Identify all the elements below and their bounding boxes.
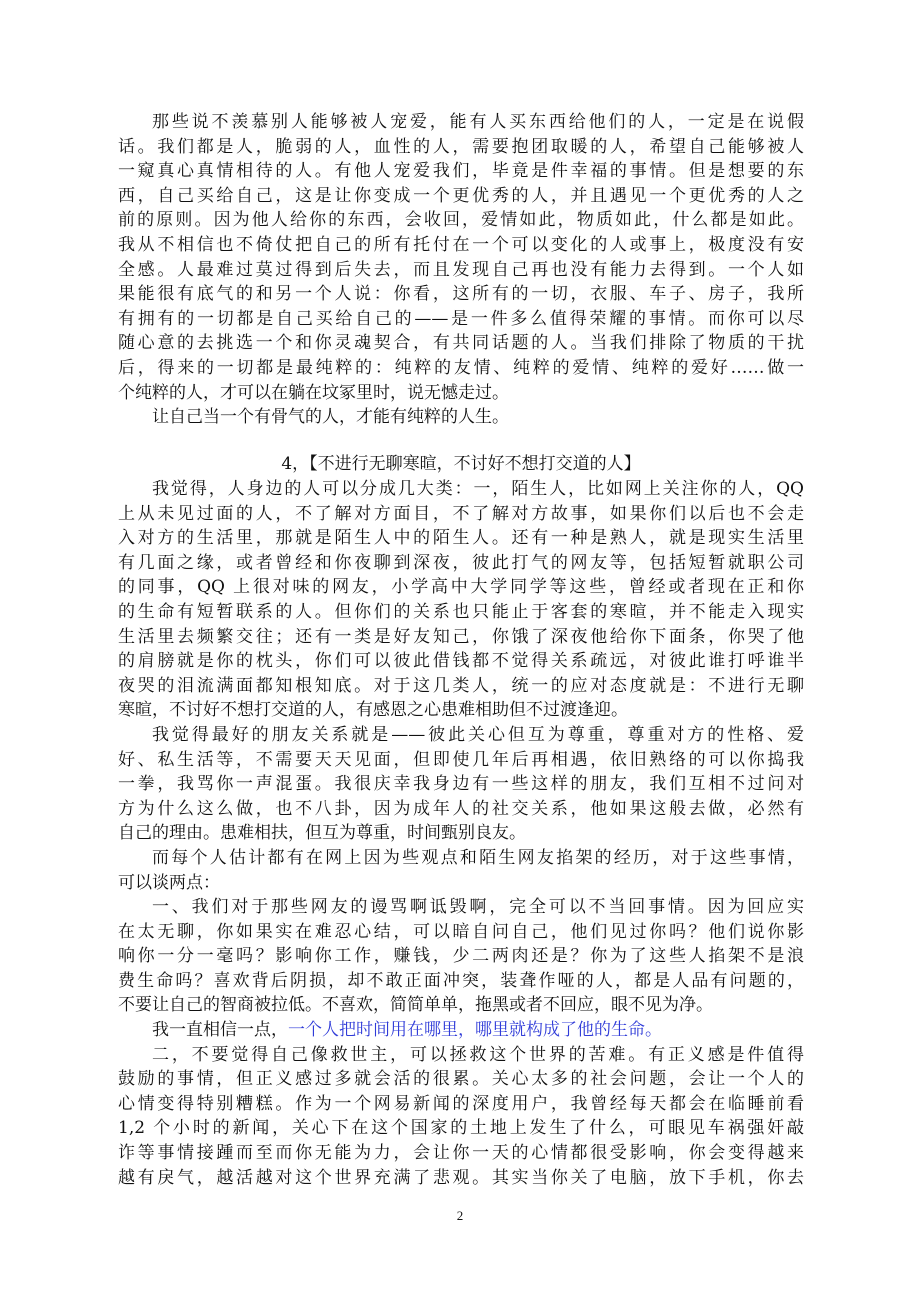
text-line: 而每个人估计都有在网上因为些观点和陌生网友掐架的经历，对于这些事情， <box>152 847 804 868</box>
text-line: 夜哭的泪流满面都知根知底。对于这几类人，统一的应对态度就是：不进行无聊 <box>118 675 804 696</box>
text-line: 一、我们对于那些网友的谩骂啊诋毁啊，完全可以不当回事情。因为回应实 <box>152 897 804 918</box>
text-line: 不要让自己的智商被拉低。不喜欢，简简单单，拖黑或者不回应，眼不见为净。 <box>118 995 713 1016</box>
section2-body <box>118 477 804 1190</box>
text-line: 一拳，我骂你一声混蛋。我很庆幸我身边有一些这样的朋友，我们互相不过问对 <box>118 774 804 795</box>
text-line: 方为什么这么做，也不八卦，因为成年人的社交关系，他如果这般去做，必然有 <box>118 798 804 819</box>
text-line: 果能很有底气的和另一个人说：你看，这所有的一切，衣服、车子、房子，我所 <box>118 284 804 305</box>
text-line: 心情变得特别糟糕。作为一个网易新闻的深度用户，我曾经每天都会在临睡前看 <box>118 1093 804 1114</box>
text-line: 在太无聊，你如果实在难忍心结，可以暗自问自己，他们见过你吗？他们说你影 <box>118 921 804 942</box>
text-line: 二，不要觉得自己像救世主，可以拯救这个世界的苦难。有正义感是件值得 <box>152 1044 804 1065</box>
text-line: 那些说不羡慕别人能够被人宠爱，能有人买东西给他们的人，一定是在说假 <box>152 112 804 132</box>
text-run: 我一直相信一点， <box>152 1020 288 1041</box>
text-line: 后，得来的一切都是最纯粹的：纯粹的友情、纯粹的爱情、纯粹的爱好……做一 <box>118 357 804 378</box>
section1-paragraph-1 <box>118 110 804 430</box>
text-line: 入对方的生活里，那就是陌生人中的陌生人。还有一种是熟人，就是现实生活里 <box>118 528 804 549</box>
text-line: 可以谈两点： <box>118 872 220 893</box>
text-line: 1,2 个小时的新闻，关心下在这个国家的土地上发生了什么，可眼见车祸强奸敲 <box>118 1118 804 1139</box>
text-line: 的生命有短暂联系的人。但你们的关系也只能止于客套的寒暄，并不能走入现实 <box>118 601 804 622</box>
text-line: 我觉得最好的朋友关系就是——彼此关心但互为尊重，尊重对方的性格、爱 <box>152 724 804 745</box>
text-line: 全感。人最难过莫过得到后失去，而且发现自己再也没有能力去得到。一个人如 <box>118 259 804 280</box>
text-line: 我从不相信也不倚仗把自己的所有托付在一个可以变化的人或事上，极度没有安 <box>118 234 804 255</box>
text-line: 好、私生活等，不需要天天见面，但即使几年后再相遇，依旧熟络的可以你捣我 <box>118 749 804 770</box>
text-line: 个纯粹的人，才可以在躺在坟冢里时，说无憾走过。 <box>118 382 509 403</box>
text-line: 的肩膀就是你的枕头，你们可以彼此借钱都不觉得关系疏远，对彼此谁打呼谁半 <box>118 651 804 672</box>
highlight-paragraph <box>118 1018 804 1043</box>
text-line: 有拥有的一切都是自己买给自己的——是一件多么值得荣耀的事情。而你可以尽 <box>118 308 804 329</box>
text-line: 的同事，QQ 上很对味的网友，小学高中大学同学等这些，曾经或者现在正和你 <box>118 577 804 598</box>
text-line: 生活里去频繁交往；还有一类是好友知己，你饿了深夜他给你下面条，你哭了他 <box>118 626 804 647</box>
text-line: 一窥真心真情相待的人。有他人宠爱我们，毕竟是件幸福的事情。但是想要的东 <box>118 161 804 182</box>
page-number: 2 <box>456 1208 464 1223</box>
section-heading: 4，【不进行无聊寒暄，不讨好不想打交道的人】 <box>281 454 641 474</box>
text-line: 费生命吗？喜欢背后阴损，却不敢正面冲突，装聋作哑的人，都是人品有问题的， <box>118 970 804 991</box>
text-line: 话。我们都是人，脆弱的人，血性的人，需要抱团取暖的人，希望自己能够被人 <box>118 136 804 157</box>
highlighted-sentence: 一个人把时间用在哪里，哪里就构成了他的生命。 <box>288 1020 662 1041</box>
text-line: 诈等事情接踵而至而你无能为力，会让你一天的心情都很受影响，你会变得越来 <box>118 1143 804 1164</box>
text-line: 上从未见过面的人，不了解对方面目，不了解对方故事，如果你们以后也不会走 <box>118 503 804 524</box>
text-line: 越有戾气，越活越对这个世界充满了悲观。其实当你关了电脑，放下手机，你去 <box>118 1167 804 1188</box>
text-line: 西，自己买给自己，这是让你变成一个更优秀的人，并且遇见一个更优秀的人之 <box>118 185 804 206</box>
section1-paragraph-2: 让自己当一个有骨气的人，才能有纯粹的人生。 <box>152 407 509 428</box>
text-line: 前的原则。因为他人给你的东西，会收回，爱情如此，物质如此，什么都是如此。 <box>118 210 804 231</box>
text-line: 响你一分一毫吗？影响你工作，赚钱，少二两肉还是？你为了这些人掐架不是浪 <box>118 946 804 967</box>
text-line: 有几面之缘，或者曾经和你夜聊到深夜，彼此打气的网友等，包括短暂就职公司 <box>118 552 804 573</box>
text-line: 自己的理由。患难相扶，但互为尊重，时间甄别良友。 <box>118 823 526 844</box>
text-line: 我觉得，人身边的人可以分成几大类：一，陌生人，比如网上关注你的人，QQ <box>152 479 804 499</box>
text-line: 随心意的去挑选一个和你灵魂契合，有共同话题的人。当我们排除了物质的干扰 <box>118 333 804 354</box>
text-line: 鼓励的事情，但正义感过多就会活的很累。关心太多的社会问题，会让一个人的 <box>118 1069 804 1090</box>
text-line: 寒暄，不讨好不想打交道的人，有感恩之心患难相助但不过渡逢迎。 <box>118 700 628 721</box>
